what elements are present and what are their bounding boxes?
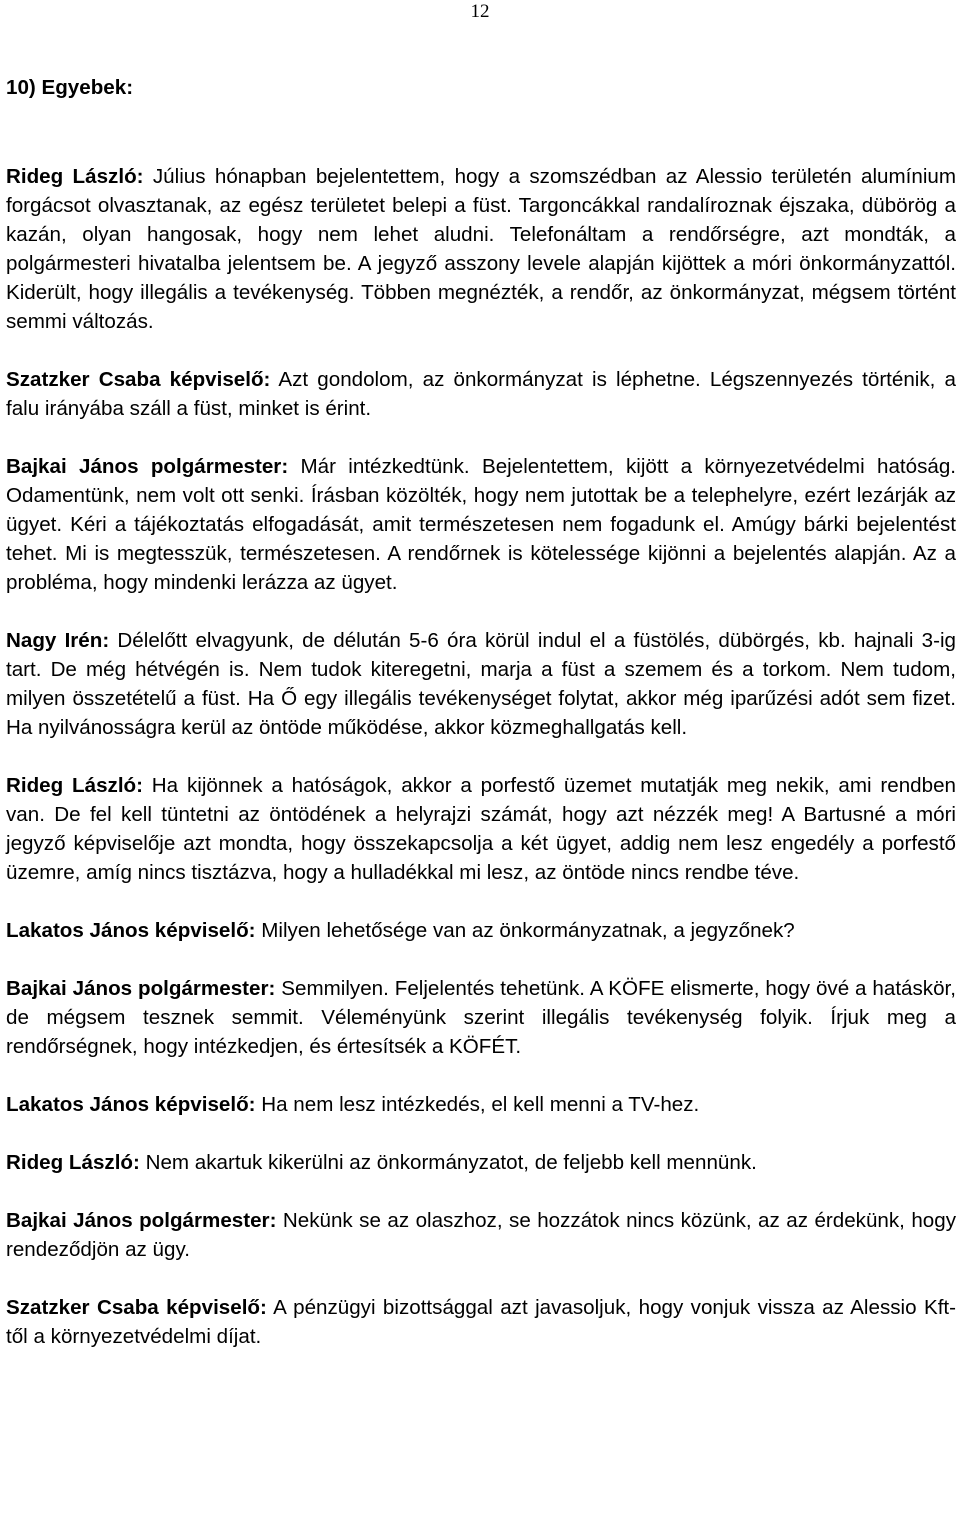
speaker-name: Bajkai János polgármester: xyxy=(6,977,276,1000)
page-number: 12 xyxy=(470,1,490,22)
paragraph-bajkai-1 xyxy=(6,452,956,597)
speaker-name: Lakatos János képviselő: xyxy=(6,1093,256,1116)
speaker-name: Szatzker Csaba képviselő: xyxy=(6,368,271,391)
speaker-name: Rideg László: xyxy=(6,774,143,797)
paragraph-bajkai-2 xyxy=(6,974,956,1061)
speaker-name: Rideg László: xyxy=(6,165,144,188)
speaker-name: Bajkai János polgármester: xyxy=(6,1209,277,1232)
paragraph-lakatos-1 xyxy=(6,916,956,945)
speaker-name: Szatzker Csaba képviselő: xyxy=(6,1296,267,1319)
paragraph-rideg-1 xyxy=(6,162,956,336)
speech-text: Július hónapban bejelentettem, hogy a szomszédban az Alessio területén alumínium forgácsot olvasztanak, az egész területet belepi a füst. Targoncákkal randalíroznak éjszaka, dübörög a kazán, olyan hangosak, hogy nem lehet aludni. Telefonáltam a rendőrségre, azt mondták, a polgármesteri hivatalba jelentsem be. A jegyző asszony levele alapján kijöttek a móri önkormányzattól. Kiderült, hogy illegális a tevékenység. Többen megnézték, a rendőr, az önkormányzat, mégsem történt semmi változás. xyxy=(6,165,957,333)
paragraph-rideg-2 xyxy=(6,771,956,887)
paragraph-szatzker-1 xyxy=(6,365,956,423)
speaker-name: Bajkai János polgármester: xyxy=(6,455,289,478)
document-body xyxy=(6,73,956,1380)
speech-text: Ha nem lesz intézkedés, el kell menni a TV-hez. xyxy=(255,1093,700,1116)
paragraph-rideg-3 xyxy=(6,1148,956,1177)
speech-text: Ha kijönnek a hatóságok, akkor a porfestő üzemet mutatják meg nekik, ami rendben van. De fel kell tüntetni az öntödének a helyrajzi számát, hogy azt nézzék meg! A Bartusné a móri jegyző képviselője azt mondta, hogy összekapcsolja a két ügyet, addig nem lesz engedély a porfestő üzemre, amíg nincs tisztázva, hogy a hulladékkal mi lesz, az öntöde nincs rendbe téve. xyxy=(6,774,956,884)
speech-text: Nem akartuk kikerülni az önkormányzatot, de feljebb kell mennünk. xyxy=(139,1151,757,1174)
speaker-name: Lakatos János képviselő: xyxy=(6,919,256,942)
speech-text: Már intézkedtünk. Bejelentettem, kijött a környezetvédelmi hatóság. Odamentünk, nem volt ott senki. Írásban közölték, hogy nem jutottak be a telephelyre, ezért lezárják az ügyet. Kéri a tájékoztatás elfogadását, amit természetesen nem fogadunk el. Amúgy bárki bejelentést tehet. Mi is megtesszük, természetesen. A rendőrnek is kötelessége kijönni a bejelentés alapján. Az a probléma, hogy mindenki lerázza az ügyet. xyxy=(6,455,956,594)
paragraph-bajkai-3 xyxy=(6,1206,956,1264)
speaker-name: Nagy Irén: xyxy=(6,629,110,652)
speech-text: Nekünk se az olaszhoz, se hozzátok nincs közünk, az az érdekünk, hogy rendeződjön az ügy. xyxy=(6,1209,957,1261)
section-heading: 10) Egyebek: xyxy=(6,76,134,99)
paragraph-lakatos-2 xyxy=(6,1090,956,1119)
paragraph-szatzker-2 xyxy=(6,1293,956,1351)
speech-text: Azt gondolom, az önkormányzat is léphetne. Légszennyezés történik, a falu irányába száll a füst, minket is érint. xyxy=(6,368,956,420)
paragraph-nagy-1 xyxy=(6,626,956,742)
speech-text: Délelőtt elvagyunk, de délután 5-6 óra körül indul el a füstölés, dübörgés, kb. hajnali 3-ig tart. De még hétvégén is. Nem tudok kiteregetni, marja a füst a szemem és a torkom. Nem tudom, milyen összetételű a füst. Ha Ő egy illegális tevékenységet folytat, akkor még iparűzési adót sem fizet. Ha nyilvánosságra kerül az öntöde működése, akkor közmeghallgatás kell. xyxy=(6,629,956,739)
speaker-name: Rideg László: xyxy=(6,1151,140,1174)
speech-text: A pénzügyi bizottsággal azt javasoljuk, hogy vonjuk vissza az Alessio Kft-től a környezetvédelmi díjat. xyxy=(6,1296,956,1348)
speech-text: Semmilyen. Feljelentés tehetünk. A KÖFE elismerte, hogy övé a hatáskör, de mégsem tesznek semmit. Véleményünk szerint illegális tevékenység folyik. Írjuk meg a rendőrségnek, hogy intézkedjen, és értesítsék a KÖFÉT. xyxy=(6,977,956,1058)
speech-text: Milyen lehetősége van az önkormányzatnak, a jegyzőnek? xyxy=(255,919,795,942)
